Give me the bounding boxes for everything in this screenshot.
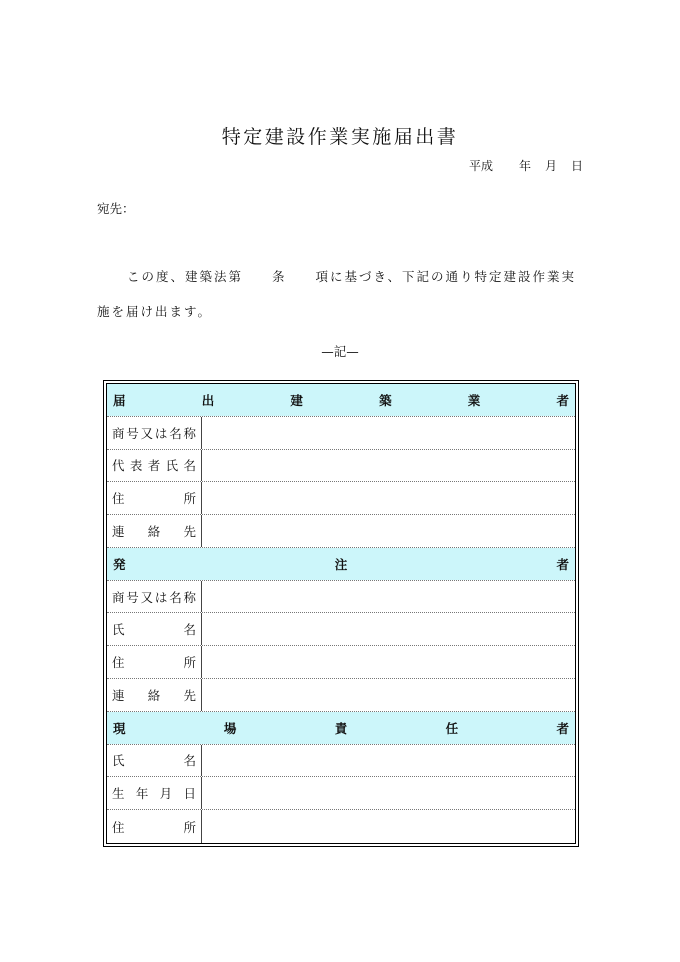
label-char: 代 (112, 458, 125, 474)
table-row (107, 646, 575, 679)
row-label (107, 810, 202, 843)
company-name-field[interactable] (202, 581, 575, 613)
ki-heading: —記— (321, 344, 359, 359)
label-char: 商 (112, 589, 125, 605)
label-char: 日 (183, 786, 196, 802)
header-char: 築 (379, 392, 392, 408)
table-row (107, 745, 575, 778)
name-field[interactable] (202, 745, 575, 777)
row-label (107, 777, 202, 809)
label-char: 称 (183, 425, 196, 441)
label-char: 者 (147, 458, 161, 474)
date-year: 年 (518, 159, 531, 173)
label-char: 氏 (112, 753, 125, 769)
table-row (107, 581, 575, 614)
body-paragraph: この度、建築法第 条 項に基づき、下記の通り特定建設作業実施を届け出ます。 (97, 269, 577, 319)
label-char: 年 (135, 786, 149, 802)
notification-table (106, 383, 576, 844)
header-char: 責 (334, 720, 348, 736)
label-char: 絡 (147, 687, 161, 703)
header-char: 者 (556, 392, 569, 408)
label-char: 氏 (112, 622, 125, 638)
date-day: 日 (570, 159, 583, 173)
name-field[interactable] (202, 613, 575, 645)
table-row (107, 515, 575, 548)
label-char: 住 (112, 491, 125, 507)
label-char: 先 (183, 687, 196, 703)
addressee: 宛先： (97, 201, 135, 216)
label-char: 生 (112, 786, 125, 802)
table-row (107, 810, 575, 843)
label-char: 又 (140, 589, 154, 605)
table-row (107, 450, 575, 483)
label-char: 先 (183, 524, 196, 540)
table-row (107, 417, 575, 450)
label-char: 名 (183, 753, 196, 769)
label-char: 住 (112, 655, 125, 671)
header-char: 任 (445, 720, 459, 736)
section-header-client (107, 548, 575, 581)
label-char: 商 (112, 425, 125, 441)
label-char: 月 (159, 786, 173, 802)
label-char: 所 (183, 819, 196, 835)
date-month: 月 (544, 159, 557, 173)
label-char: 名 (183, 458, 196, 474)
section-header-site-manager (107, 712, 575, 745)
label-char: 表 (129, 458, 143, 474)
row-label (107, 581, 202, 613)
document-title: 特定建設作業実施届出書 (221, 126, 459, 148)
row-label (107, 613, 202, 645)
label-char: は (154, 425, 168, 441)
label-char: 連 (112, 524, 125, 540)
section-header-notifier (107, 384, 575, 417)
label-char: 名 (183, 622, 196, 638)
birthdate-field[interactable] (202, 777, 575, 809)
label-char: 住 (112, 819, 125, 835)
row-label (107, 745, 202, 777)
header-char: 者 (556, 720, 569, 736)
table-row (107, 777, 575, 810)
label-char: 氏 (165, 458, 179, 474)
table-row (107, 482, 575, 515)
label-char: 絡 (147, 524, 161, 540)
header-char: 建 (290, 392, 303, 408)
row-label (107, 679, 202, 711)
table-row (107, 613, 575, 646)
header-char: 届 (113, 392, 126, 408)
row-label (107, 417, 202, 449)
company-name-field[interactable] (202, 417, 575, 449)
contact-field[interactable] (202, 515, 575, 547)
header-char: 現 (113, 720, 126, 736)
header-char: 者 (556, 556, 569, 572)
address-field[interactable] (202, 646, 575, 678)
row-label (107, 450, 202, 482)
address-field[interactable] (202, 482, 575, 514)
representative-name-field[interactable] (202, 450, 575, 482)
label-char: 号 (126, 589, 139, 605)
label-char: 名 (169, 589, 182, 605)
label-char: は (154, 589, 168, 605)
row-label (107, 646, 202, 678)
row-label (107, 482, 202, 514)
date-line (469, 157, 583, 174)
label-char: 所 (183, 491, 196, 507)
header-char: 注 (334, 556, 348, 572)
label-char: 号 (126, 425, 139, 441)
row-label (107, 515, 202, 547)
header-char: 発 (113, 556, 126, 572)
header-char: 場 (223, 720, 237, 736)
header-char: 業 (467, 392, 481, 408)
address-field[interactable] (202, 810, 575, 843)
contact-field[interactable] (202, 679, 575, 711)
header-char: 出 (201, 392, 215, 408)
label-char: 又 (140, 425, 154, 441)
table-row (107, 679, 575, 712)
date-era: 平成 (468, 159, 493, 173)
label-char: 称 (183, 589, 196, 605)
label-char: 連 (112, 687, 125, 703)
label-char: 名 (169, 425, 182, 441)
label-char: 所 (183, 655, 196, 671)
